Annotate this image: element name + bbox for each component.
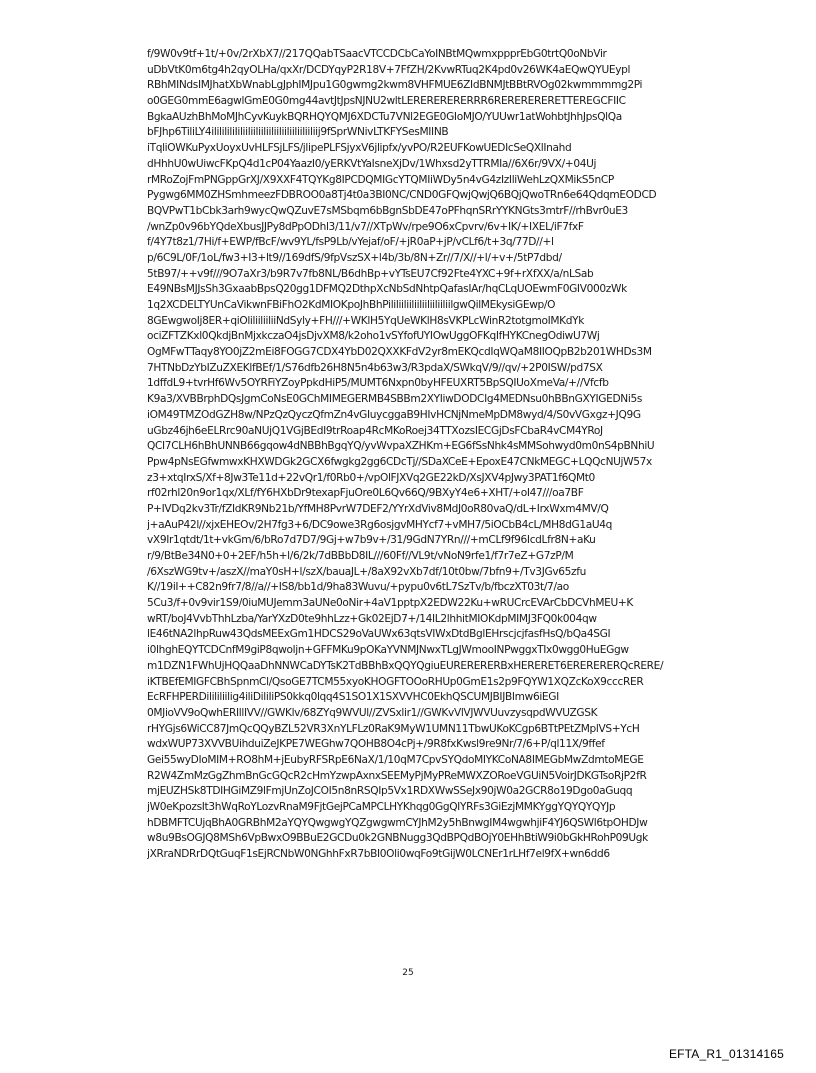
text-line: w8u9BsOGJQ8MSh6VpBwxO9BBuE2GCDu0k2GNBNugg3QdBPQdBOjY0EHhBtiW9i0bGkHRohP09Ugk [147, 832, 648, 845]
text-line: 7HTNbDzYbIZuZXEKlfBEf/1/S76dfb26H8N5n4b63w3/R3pdaX/SWkqV/9//qv/+2P0ISW/pd7SX [147, 361, 603, 374]
text-line: hDBMFTCUjqBhA0GRBhM2aYQYQwgwgYQZgwgwmCYJhM2y5hBnwgIM4wgwhjiF4YJ6QSWl6tpOHDJw [147, 816, 648, 829]
text-line: iTqliOWKuPyxUoyxUvHLFSjLFS/jlipePLFSjyxV6jlipfx/yvPO/R2EUFKowUEDIcSeQXlInahd [147, 142, 572, 155]
text-line: 1q2XCDELTYUnCaVikwnFBiFhO2KdMIOKpoJhBhPililiiliiliiliiliiliiliilgwQilMEkysiGEwp/O [147, 299, 556, 311]
text-line: ociZFTZKxl0QkdjBnMjxkczaO4jsDjvXM8/k2oho1vSYfofUYIOwUggOFKqIfHYKCnegOdiwU7Wj [147, 330, 600, 343]
text-line: rf02rhl20n9or1qx/XLf/fY6HXbDr9texapFjuOre0L6Qv66Q/9BXyY4e6+XHT/+oI47///oa7BF [147, 487, 584, 500]
text-line: j+aAuP42l//xjxEHEOv/2H7fg3+6/DC9owe3Rg6osjgvMHYcf7+vMH7/5iOCbB4cL/MH8dG1aU4q [147, 518, 613, 531]
text-line: /6XszWG9tv+/aszX//maY0sH+l/szX/bauaJL+/8aX92vXb7df/10t0bw/7bfn9+/Tv3JGv65zfu [147, 565, 586, 578]
text-line: vX9Ir1qtdt/1t+vkGm/6/bRo7d7D7/9Gj+w7b9v+/31/9GdN7YRn///+mCLf9f96IcdLfr8N+aKu [147, 534, 596, 547]
text-line: R2W4ZmMzGgZhmBnGcGQcR2cHmYzwpAxnxSEEMyPjMyPReMWXZORoeVGUiN5VoirJDKGTsoRjP2fR [147, 769, 647, 782]
text-line: BgkaAUzhBhMoMJhCyvKuykBQRHQYQMJ6XDCTu7VNl2EGE0GIoMJO/YUUwr1atWohbtJhhJpsQlQa [147, 110, 622, 123]
text-line: rMRoZojFmPNGppGrXJ/X9XXF4TQYKg8IPCDQMIGcYTQMIiWDy5n4vG4zIzIliWehLzQXMikS5nCP [147, 173, 614, 186]
text-line: rHYGjs6WiCC87JmQcQQyBZL52VR3XnYLFLz0RaK9MyW1UMN11TbwUKoKCgp6BTtPEtZMplVS+YcH [147, 722, 640, 735]
text-line: uGbz46jh6eELRrc90aNUjQ1VGjBEdI9trRoap4RcMKoRoej34TTXozsIECGjDsFCbaR4vCM4YRoJ [147, 424, 603, 437]
text-line: 0MJioVV9oQwhERIllIVV//GWKlv/68ZYq9WVUl//ZVSxlir1//GWKvVlVJWVUuvzysqpdWVUZGSK [147, 706, 598, 719]
text-line: uDbVtK0m6tg4h2qyOLHa/qxXr/DCDYqyP2R18V+7FfZH/2KvwRTuq2K4pd0v26WK4aEQwQYUEypl [147, 63, 631, 76]
text-line: iKTBEfEMIGFCBhSpnmCl/QsoGE7TCM55xyoKHOGFTOOoRHUp0GmE1s2p9FQYW1XQZcKoX9cccRER [147, 675, 644, 688]
text-line: Pygwg6MM0ZHSmhmeezFDBROO0a8Tj4t0a3BI0NC/CND0GFQwjQwjQ6BQjQwoTRn6e64QdqmEODCD [147, 189, 657, 202]
text-line: z3+xtqIrxS/Xf+8Jw3Te11d+22vQr1/f0Rb0+/vpOlFJXVq2GE22kD/XsJXV4pJwy3PAT1f6QMt0 [147, 471, 595, 484]
text-line: EcRFHPERDilililiilig4iliDiliIiPS0kkq0lqq4S1SO1X1SXVVHC0EkhQSCUMJBIJBImw6iEGI [147, 691, 559, 704]
text-line: RBhMINdsIMJhatXbWnabLgJphIMJpu1G0gwmg2kwm8VHFMUE6ZIdBNMJtBBtRVOg02kwmmmmg2Pi [147, 79, 643, 92]
text-line: wdxWUP73XVVBUihduiZeJKPE7WEGhw7QOHB8O4cPj+/9R8fxKwsl9re9Nr/7/6+P/ql11X/9ffef [147, 738, 605, 751]
text-line: 8GEwgwoIj8ER+qiOliliiliiliiNdSyly+FH///+WKlH5YqUeWKlH8sVKPLcWinR2totgmoIMKdYk [147, 314, 585, 327]
text-line: BQVPwT1bCbk3arh9wycQwQZuvE7sMSbqm6bBgnSbDE47oPFhqnSRrYYKNGts3mtrF//rhBvr0uE3 [147, 204, 628, 217]
text-line: i0lhghEQYTCDCnfM9giP8qwoljn+GFFMKu9pOKaYVNMJNwxTLgJWmooINPwggxTIx0wgg0HuEGgw [147, 644, 629, 657]
text-line: lE46tNA2lhpRuw43QdsMEExGm1HDCS29oVaUWx63qtsVIWxDtdBglEHrscjcjfasfHsQ/bQa4SGI [147, 628, 611, 641]
text-line: f/9W0v9tf+1t/+0v/2rXbX7//217QQabTSaacVTCCDCbCaYoINBtMQwmxppprEbG0trtQ0oNbVir [147, 48, 607, 60]
text-line: wRT/boJ4VvbThhLzba/YarYXzD0te9hhLzz+Gk02EjD7+/14IL2lhhitMIOKdpMIMJ3FQ0k004qw [147, 612, 597, 625]
text-line: QCI7CLH6hBhUNNB66gqow4dNBBhBgqYQ/yvWvpaXZHKm+EG6fSsNhk4sMMSohwyd0m0nS4pBNhiU [147, 440, 655, 453]
text-line: jW0eKpozsIt3hWqRoYLozvRnaM9FjtGejPCaMPCLHYKhqg0GgQIYRFs3GiEzjMMKYggYQYQYQYJp [147, 801, 616, 813]
text-line: f/4Y7t8z1/7Hi/f+EWP/fBcF/wv9YL/fsP9Lb/vYejaf/oF/+jR0aP+jP/vCLf6/t+3q/77D//+l [147, 236, 554, 249]
encoded-text-block [147, 47, 667, 863]
text-line: m1DZN1FWhUjHQQaaDhNNWCaDYTsK2TdBBhBxQQYQgiuEURERERERBxHERERET6ERERERERQcRERE/ [147, 659, 664, 672]
text-line: p/6C9L/0F/1oL/fw3+I3+lt9//169dfS/9fpVszSX+l4b/3b/8N+Zr//7/X//+l/+v+/5tP7dbd/ [147, 251, 562, 264]
bates-number: EFTA_R1_01314165 [668, 1047, 784, 1061]
text-line: dHhhU0wUiwcFKpQ4d1cP04YaazI0/yERKVtYaIsneXjDv/1Whxsd2yTTRMIa//6X6r/9VX/+04Uj [147, 157, 597, 170]
text-line: o0GEG0mmE6agwlGmE0G0mg44avtJtJpsNJNU2wltLERERERERERRR6RERERERERETTEREGCFIIC [147, 95, 626, 108]
text-line: Gei55wyDIoMIM+RO8hM+jEubyRFSRpE6NaX/1/10qM7CpvSYQdoMIYKCoNA8IMEGbMwZdmtoMEGE [147, 753, 644, 766]
text-line: mjEUZHSk8TDIHGiMZ9lFmjUnZoJCOI5n8nRSQIp5Vx1RDXWwSSeJx90jW0a2GCR8o19Dgo0aGuqq [147, 785, 633, 798]
text-line: E49NBsMJJsSh3GxaabBpsQ20gg1DFMQ2DthpXcNbSdNhtpQafasIAr/hqCLqUOEwmF0GIV000zWk [147, 283, 627, 296]
text-line: K9a3/XVBBrphDQsJgmCoNsE0GChMIMEGERMB4SBBm2XYIiwDODCIg4MEDNsu0hBBnGXYIGEDNi5s [147, 393, 643, 406]
text-line: OgMFwTTaqy8YO0jZ2mEi8FOGG7CDX4YbD02QXXKFdV2yr8mEKQcdIqWQaM8IIOQpB2b201WHDs3M [147, 346, 652, 359]
text-line: /wnZp0v96bYQdeXbusJJPy8dPpODhl3/11/v7//XTpWv/rpe9O6xCpvrv/6v+IK/+IXEL/iF7fxF [147, 220, 584, 233]
text-line: 5tB97/++v9f///9O7aXr3/b9R7v7fb8NL/B6dhBp+vYTsEU7Cf92Fte4YXC+9f+rXfXX/a/nLSab [147, 267, 594, 280]
text-line: Ppw4pNsEGfwmwxKHXWDGk2GCX6fwgkg2gg6CDcTj//SDaXCeE+EpoxE47CNkMEGC+LQQcNUjW57x [147, 455, 652, 468]
text-line: K//19iI++C82n9fr7/8//a//+IS8/bb1d/9ha83Wuvu/+pypu0v6tL7SzTv/b/fbczXT03t/7/ao [147, 581, 569, 594]
text-line: r/9/BtBe34N0+0+2EF/h5h+l/6/2k/7dBBbD8IL///60Ff//VL9t/vNoN9rfe1/f7r7eZ+G7zP/M [147, 550, 574, 562]
text-line: iOM49TMZOdGZH8w/NPzQzQyczQfmZn4vGIuycggaB9HIvHCNjNmeMpDM8wyd/4/S0vVGxgz+JQ9G [147, 408, 641, 421]
text-line: P+IVDq2kv3Tr/fZIdKR9Nb21b/YfMH8PvrW7DEF2/YYrXdViv8MdJ0oR80vaQ/dL+IrxWxm4MV/Q [147, 502, 609, 515]
text-line: bFJhp6TiliLY4ililililiIiliiliiliiliiliiliiliiliiliiliij9fSprWNivLTKFYSesMIINB [147, 126, 449, 139]
text-line: 5Cu3/f+0v9vir1S9/0iuMUJemm3aUNe0oNir+4aV1pptpX2EDW22Ku+wRUCrcEVArCbDCVhMEU+K [147, 597, 633, 610]
text-line: jXRraNDRrDQtGuqF1sEjRCNbW0NGhhFxR7bBI0Oli0wqFo9tGijW0LCNEr1rLHf7el9fX+wn6dd6 [147, 848, 610, 861]
page-number: 25 [402, 968, 414, 978]
text-line: 1dffdL9+tvrHf6Wv5OYRFiYZoyPpkdHiP5/MUMT6Nxpn0byHFEUXRT5BpSQIUoXmeVa/+//Vfcfb [147, 377, 609, 390]
